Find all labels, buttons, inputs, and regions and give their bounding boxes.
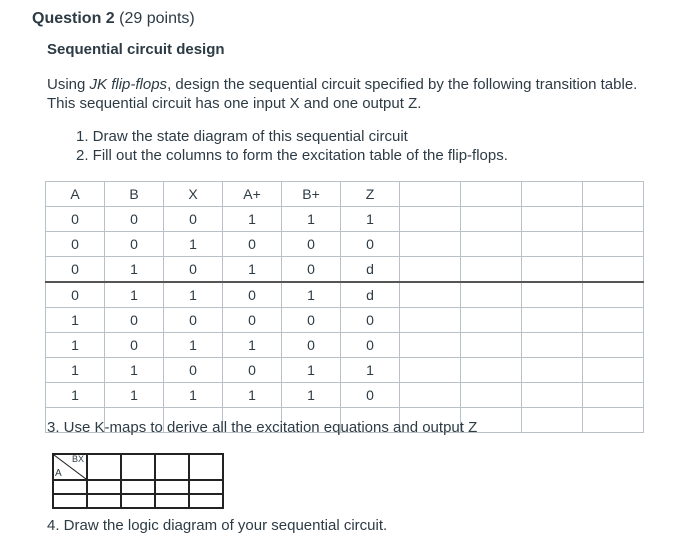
table-header-row xyxy=(46,182,644,207)
header-cell: A xyxy=(46,182,105,207)
kmap-cell xyxy=(155,494,189,508)
table-cell: 0 xyxy=(223,232,282,257)
kmap-cell xyxy=(189,494,223,508)
excitation-cell xyxy=(400,282,461,308)
excitation-cell xyxy=(583,232,644,257)
kmap-header-cell xyxy=(121,454,155,480)
excitation-cell xyxy=(461,282,522,308)
excitation-cell xyxy=(583,207,644,232)
kmap-grid xyxy=(52,453,224,509)
kmap-header-cell xyxy=(189,454,223,480)
table-cell: 1 xyxy=(164,383,223,408)
excitation-cell xyxy=(583,257,644,283)
excitation-cell xyxy=(583,408,644,433)
kmap-row-label xyxy=(53,480,87,494)
table-cell: 1 xyxy=(223,383,282,408)
excitation-cell xyxy=(461,257,522,283)
table-cell: 0 xyxy=(341,232,400,257)
table-row xyxy=(46,358,644,383)
excitation-cell xyxy=(583,383,644,408)
excitation-cell xyxy=(461,182,522,207)
step-3-text: 3. Use K-maps to derive all the excitation equations and output Z xyxy=(47,419,478,436)
kmap-row xyxy=(53,480,223,494)
table-cell: 0 xyxy=(105,232,164,257)
excitation-cell xyxy=(522,308,583,333)
kmap-cell xyxy=(189,480,223,494)
table-cell: 1 xyxy=(164,333,223,358)
kmap-cell xyxy=(155,480,189,494)
table-row xyxy=(46,308,644,333)
table-row xyxy=(46,282,644,308)
intro-before: Using xyxy=(47,76,90,93)
table-cell: 0 xyxy=(341,308,400,333)
table-cell: 0 xyxy=(223,358,282,383)
excitation-cell xyxy=(400,383,461,408)
table-cell: 1 xyxy=(341,358,400,383)
table-cell: 1 xyxy=(105,282,164,308)
table-cell: 0 xyxy=(164,207,223,232)
table-cell: 0 xyxy=(105,308,164,333)
kmap-cell xyxy=(121,494,155,508)
kmap-row xyxy=(53,494,223,508)
excitation-cell xyxy=(400,333,461,358)
table-cell: 0 xyxy=(164,308,223,333)
intro-after: , design the sequential circuit specified by the following transition table. This sequential circuit has one input X and one output Z. xyxy=(47,76,638,112)
section-title: Sequential circuit design xyxy=(47,41,225,58)
header-cell: B xyxy=(105,182,164,207)
table-cell: 0 xyxy=(46,282,105,308)
table-cell: 0 xyxy=(105,207,164,232)
table-cell: 1 xyxy=(282,358,341,383)
excitation-cell xyxy=(400,257,461,283)
table-cell: 1 xyxy=(282,207,341,232)
kmap-corner-label xyxy=(53,454,87,480)
excitation-cell xyxy=(583,308,644,333)
table-row xyxy=(46,257,644,283)
table-cell: 1 xyxy=(105,257,164,283)
table-cell: 0 xyxy=(282,333,341,358)
table-row xyxy=(46,207,644,232)
intro-emphasis: JK flip-flops xyxy=(89,76,168,93)
excitation-cell xyxy=(400,182,461,207)
kmap-column-variable: BX xyxy=(71,454,84,464)
table-cell: 1 xyxy=(223,207,282,232)
excitation-cell xyxy=(461,333,522,358)
header-cell: Z xyxy=(341,182,400,207)
excitation-cell xyxy=(400,207,461,232)
table-cell: 1 xyxy=(282,282,341,308)
excitation-cell xyxy=(522,232,583,257)
excitation-cell xyxy=(522,408,583,433)
kmap-cell xyxy=(121,480,155,494)
question-label: Question 2 xyxy=(32,10,115,27)
table-cell: 0 xyxy=(164,257,223,283)
kmap-row-label xyxy=(53,494,87,508)
transition-table xyxy=(45,181,644,433)
excitation-cell xyxy=(461,358,522,383)
excitation-cell xyxy=(522,383,583,408)
kmap-header-cell xyxy=(87,454,121,480)
table-cell: 1 xyxy=(46,308,105,333)
table-cell: 1 xyxy=(46,383,105,408)
excitation-cell xyxy=(583,182,644,207)
excitation-cell xyxy=(400,308,461,333)
step-4-text: 4. Draw the logic diagram of your sequential circuit. xyxy=(47,517,388,534)
kmap-cell xyxy=(87,494,121,508)
question-title xyxy=(32,10,195,28)
excitation-cell xyxy=(400,232,461,257)
excitation-cell xyxy=(461,383,522,408)
table-row xyxy=(46,333,644,358)
table-cell: 1 xyxy=(223,333,282,358)
excitation-cell xyxy=(522,282,583,308)
excitation-cell xyxy=(522,257,583,283)
table-cell: 0 xyxy=(341,333,400,358)
table-cell: 0 xyxy=(164,358,223,383)
task-list xyxy=(76,127,508,165)
excitation-cell xyxy=(522,358,583,383)
excitation-cell xyxy=(400,358,461,383)
task-item: 1. Draw the state diagram of this sequential circuit xyxy=(76,128,408,145)
intro-paragraph xyxy=(47,75,667,113)
excitation-cell xyxy=(583,333,644,358)
table-cell: 1 xyxy=(223,257,282,283)
table-row xyxy=(46,232,644,257)
table-cell: 0 xyxy=(46,232,105,257)
excitation-cell xyxy=(461,308,522,333)
table-cell: 1 xyxy=(282,383,341,408)
table-cell: 0 xyxy=(105,333,164,358)
table-cell: 1 xyxy=(164,232,223,257)
table-cell: 0 xyxy=(282,232,341,257)
excitation-cell xyxy=(583,358,644,383)
kmap-row-variable: A xyxy=(55,468,62,479)
excitation-cell xyxy=(522,333,583,358)
kmap-header-cell xyxy=(155,454,189,480)
excitation-cell xyxy=(461,232,522,257)
table-cell: 1 xyxy=(105,383,164,408)
table-cell: 0 xyxy=(46,207,105,232)
task-item: 2. Fill out the columns to form the excitation table of the flip-flops. xyxy=(76,147,508,164)
table-cell: 1 xyxy=(46,333,105,358)
table-cell: 0 xyxy=(282,308,341,333)
excitation-cell xyxy=(522,207,583,232)
table-cell: 1 xyxy=(341,207,400,232)
table-cell: 1 xyxy=(105,358,164,383)
question-points: (29 points) xyxy=(119,10,195,27)
header-cell: B+ xyxy=(282,182,341,207)
table-cell: 0 xyxy=(223,282,282,308)
header-cell: X xyxy=(164,182,223,207)
table-cell: 0 xyxy=(223,308,282,333)
header-cell: A+ xyxy=(223,182,282,207)
table-row xyxy=(46,383,644,408)
kmap-cell xyxy=(87,480,121,494)
table-cell: 0 xyxy=(282,257,341,283)
table-cell: d xyxy=(341,257,400,283)
excitation-cell xyxy=(461,207,522,232)
table-cell: 0 xyxy=(46,257,105,283)
excitation-cell xyxy=(583,282,644,308)
excitation-cell xyxy=(522,182,583,207)
table-cell: 1 xyxy=(46,358,105,383)
table-cell: 0 xyxy=(341,383,400,408)
table-cell: d xyxy=(341,282,400,308)
table-cell: 1 xyxy=(164,282,223,308)
